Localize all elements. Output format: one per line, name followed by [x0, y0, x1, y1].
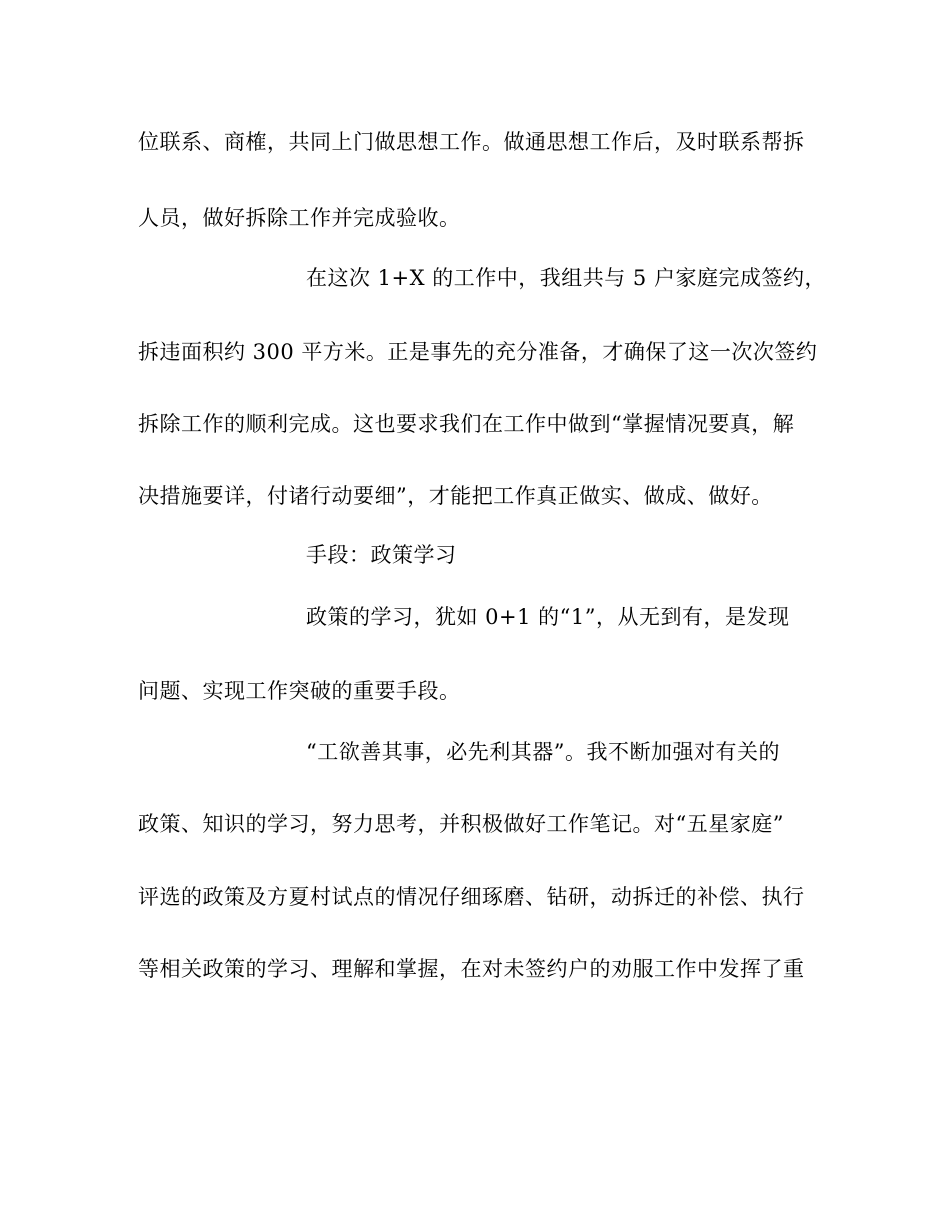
text-line-12: 评选的政策及方夏村试点的情况仔细琢磨、钻研，动拆迁的补偿、执行 [138, 885, 805, 909]
section-heading: 手段：政策学习 [306, 543, 457, 567]
text-line-6: 决措施要详，付诸行动要细”，才能把工作真正做实、做成、做好。 [138, 484, 773, 508]
text-line-13: 等相关政策的学习、理解和掌握，在对未签约户的劝服工作中发挥了重 [138, 957, 805, 981]
paragraph-line-3: 在这次 1+X 的工作中，我组共与 5 户家庭完成签约， [306, 266, 826, 290]
text-line-1: 位联系、商榷，共同上门做思想工作。做通思想工作后，及时联系帮拆 [138, 130, 805, 154]
paragraph-line-10: “工欲善其事，必先利其器”。我不断加强对有关的 [306, 740, 780, 764]
paragraph-line-8: 政策的学习，犹如 0+1 的“1”，从无到有，是发现 [306, 605, 790, 629]
text-line-2: 人员，做好拆除工作并完成验收。 [138, 206, 461, 230]
text-line-9: 问题、实现工作突破的重要手段。 [138, 679, 461, 703]
text-line-5: 拆除工作的顺利完成。这也要求我们在工作中做到“掌握情况要真，解 [138, 412, 795, 436]
text-line-11: 政策、知识的学习，努力思考，并积极做好工作笔记。对“五星家庭” [138, 812, 784, 836]
text-line-4: 拆违面积约 300 平方米。正是事先的充分准备，才确保了这一次次签约 [138, 340, 818, 364]
